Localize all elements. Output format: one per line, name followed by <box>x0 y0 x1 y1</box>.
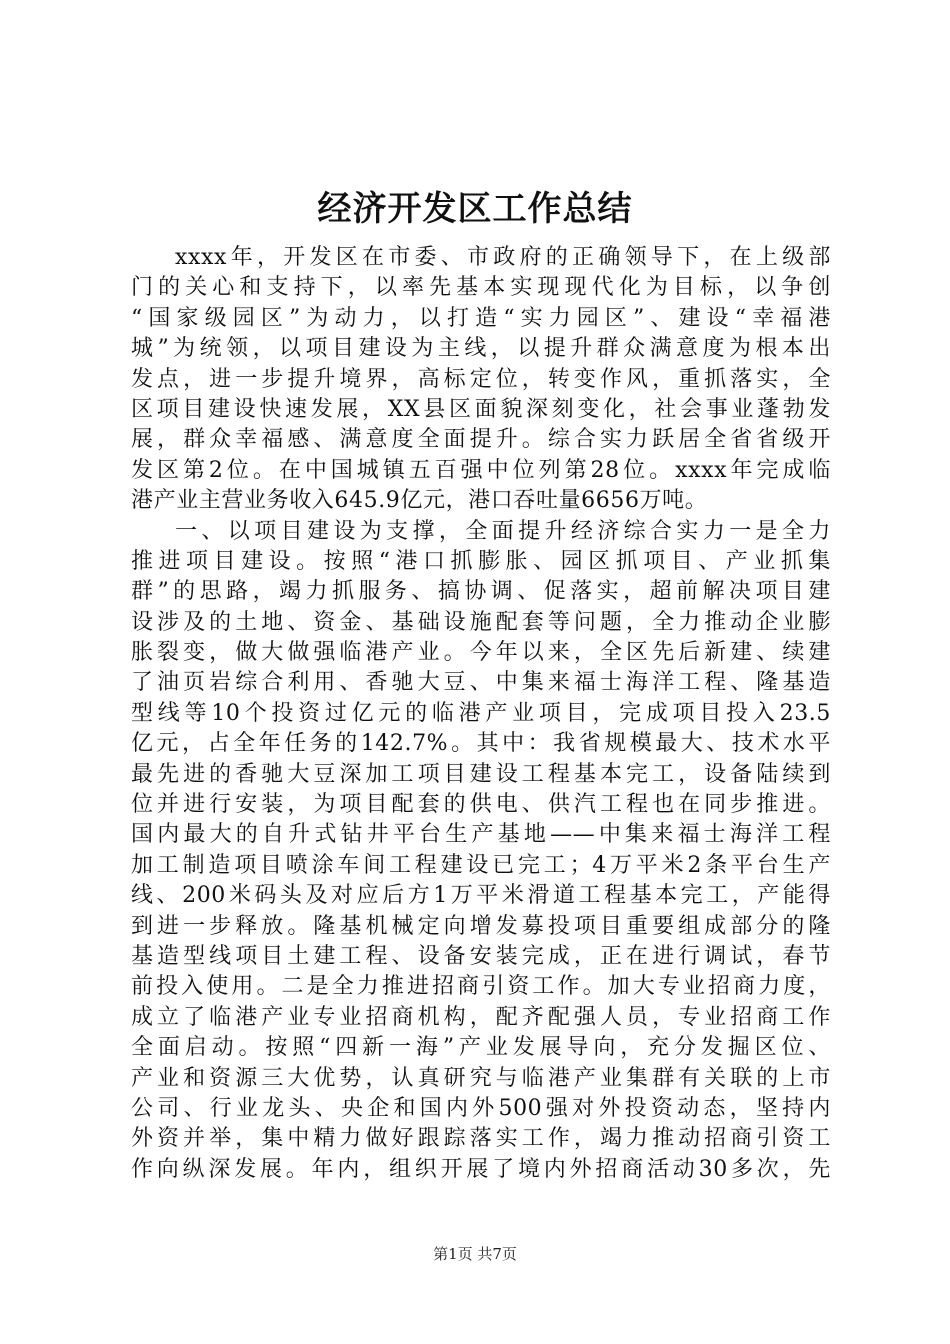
text-line: 成立了临港产业专业招商机构，配齐配强人员，专业招商工作 <box>131 1004 831 1030</box>
text-line: 公司、行业龙头、央企和国内外500强对外投资动态，坚持内 <box>131 1095 831 1121</box>
document-title: 经济开发区工作总结 <box>317 189 633 229</box>
text-line: 城”为统领，以项目建设为主线，以提升群众满意度为根本出 <box>131 336 831 362</box>
text-line: “国家级园区”为动力，以打造“实力园区”、建设“幸福港 <box>131 305 831 331</box>
text-line: 位并进行安装，为项目配套的供电、供汽工程也在同步推进。 <box>131 792 831 818</box>
text-line: 区项目建设快速发展，XX县区面貌深刻变化，社会事业蓬勃发 <box>131 396 831 422</box>
text-line: 设涉及的土地、资金、基础设施配套等问题，全力推动企业膨 <box>131 609 831 635</box>
text-line: 发区第2位。在中国城镇五百强中位列第28位。xxxx年完成临 <box>131 457 831 483</box>
text-line: 全面启动。按照“四新一海”产业发展导向，充分发掘区位、 <box>131 1035 831 1061</box>
page-number-footer: 第1页 共7页 <box>433 1245 517 1263</box>
document-body <box>131 243 831 1185</box>
text-line: 型线等10个投资过亿元的临港产业项目，完成项目投入23.5 <box>131 700 831 726</box>
text-line: 发点，进一步提升境界，高标定位，转变作风，重抓落实，全 <box>131 366 831 392</box>
text-line: 一、以项目建设为支撑，全面提升经济综合实力一是全力 <box>175 518 831 544</box>
text-line: 最先进的香驰大豆深加工项目建设工程基本完工，设备陆续到 <box>131 761 831 787</box>
text-line: 外资并举，集中精力做好跟踪落实工作，竭力推动招商引资工 <box>131 1126 831 1152</box>
text-line: 产业和资源三大优势，认真研究与临港产业集群有关联的上市 <box>131 1065 831 1091</box>
text-line: 作向纵深发展。年内，组织开展了境内外招商活动30多次，先 <box>131 1156 831 1182</box>
text-line: 基造型线项目土建工程、设备安装完成，正在进行调试，春节 <box>131 943 831 969</box>
text-line: 前投入使用。二是全力推进招商引资工作。加大专业招商力度， <box>131 974 831 1000</box>
text-line: 线、200米码头及对应后方1万平米滑道工程基本完工，产能得 <box>131 883 831 909</box>
text-line: 加工制造项目喷涂车间工程建设已完工；4万平米2条平台生产 <box>131 852 831 878</box>
text-line: 亿元，占全年任务的142.7%。其中：我省规模最大、技术水平 <box>131 731 831 757</box>
text-line: 到进一步释放。隆基机械定向增发募投项目重要组成部分的隆 <box>131 913 831 939</box>
text-line: 门的关心和支持下，以率先基本实现现代化为目标，以争创 <box>131 275 831 301</box>
text-line: 推进项目建设。按照“港口抓膨胀、园区抓项目、产业抓集 <box>131 548 831 574</box>
text-line: 群”的思路，竭力抓服务、搞协调、促落实，超前解决项目建 <box>131 579 831 605</box>
text-line: 港产业主营业务收入645.9亿元，港口吞吐量6656万吨。 <box>131 488 708 514</box>
text-line: 国内最大的自升式钻井平台生产基地——中集来福士海洋工程 <box>131 822 831 848</box>
text-line: xxxx年，开发区在市委、市政府的正确领导下，在上级部 <box>175 245 831 270</box>
text-line: 展，群众幸福感、满意度全面提升。综合实力跃居全省省级开 <box>131 427 831 453</box>
text-line: 了油页岩综合利用、香驰大豆、中集来福士海洋工程、隆基造 <box>131 670 831 696</box>
text-line: 胀裂变，做大做强临港产业。今年以来，全区先后新建、续建 <box>131 640 831 666</box>
